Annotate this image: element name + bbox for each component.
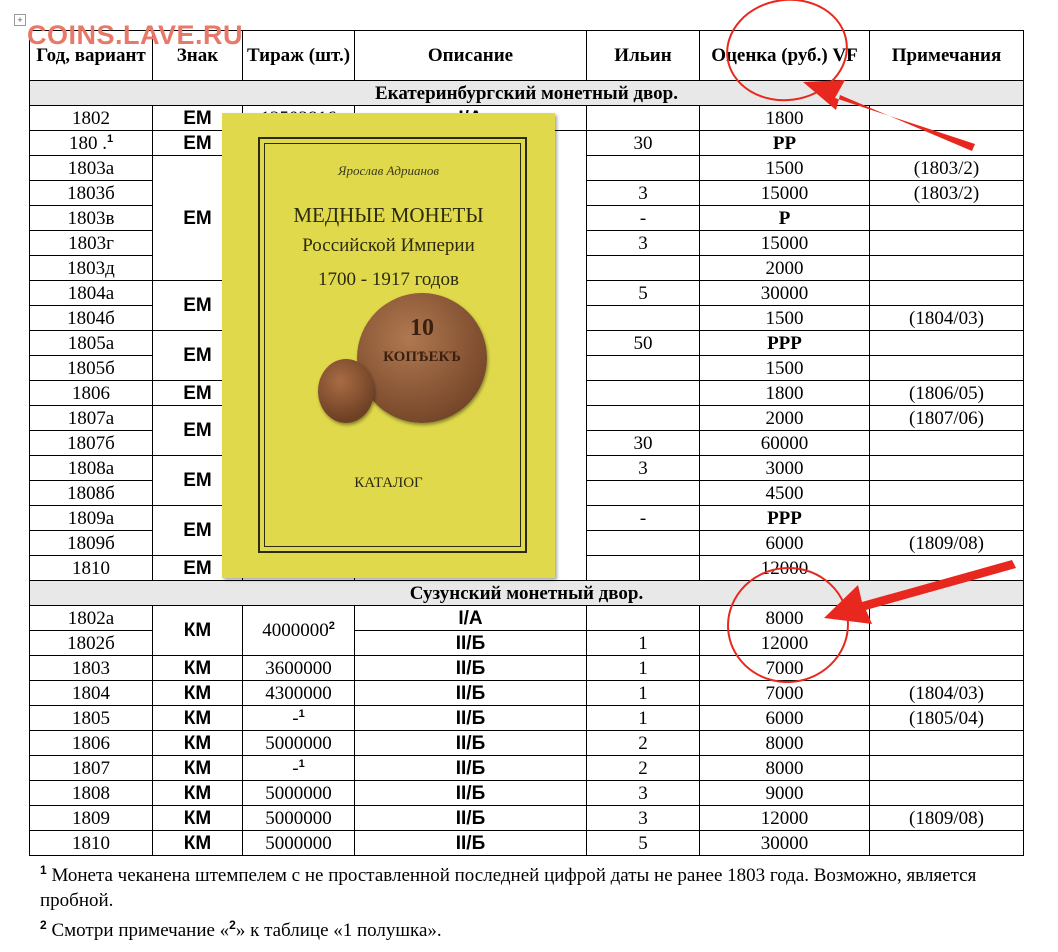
mark-cell: КМ xyxy=(153,781,243,806)
note-cell xyxy=(870,631,1024,656)
mark-cell: КМ xyxy=(153,681,243,706)
mark-cell: ЕМ xyxy=(153,106,243,131)
book-author: Ярослав Адрианов xyxy=(337,163,440,178)
ilyin-cell: 3 xyxy=(587,181,700,206)
price-cell: 1800 xyxy=(700,106,870,131)
book-cover-image xyxy=(222,113,555,578)
year-cell: 1810 xyxy=(30,831,153,856)
mark-cell: КМ xyxy=(153,806,243,831)
mintage-cell: 5000000 xyxy=(243,781,355,806)
header-mark: Знак xyxy=(153,31,243,81)
ilyin-cell xyxy=(587,381,700,406)
table-row xyxy=(30,656,1024,681)
ilyin-cell: 1 xyxy=(587,681,700,706)
footnote-1-mark: 1 xyxy=(40,863,47,877)
price-cell: 8000 xyxy=(700,606,870,631)
ilyin-cell: 3 xyxy=(587,231,700,256)
book-title: МЕДНЫЕ МОНЕТЫ xyxy=(293,203,484,227)
mintage-cell xyxy=(243,606,355,656)
mark-cell: ЕМ xyxy=(153,281,243,331)
table-row xyxy=(30,731,1024,756)
year-cell: 1803в xyxy=(30,206,153,231)
note-cell xyxy=(870,281,1024,306)
year-cell: 1806 xyxy=(30,731,153,756)
year-cell: 1803а xyxy=(30,156,153,181)
ilyin-cell xyxy=(587,606,700,631)
cell-text: - xyxy=(292,707,299,729)
note-cell: (1807/06) xyxy=(870,406,1024,431)
price-cell: РРР xyxy=(700,506,870,531)
note-cell xyxy=(870,781,1024,806)
mintage-cell: 3600000 xyxy=(243,656,355,681)
price-cell: РР xyxy=(700,131,870,156)
mintage-cell xyxy=(243,706,355,731)
cell-text: 4000000 xyxy=(262,620,329,641)
mark-cell: КМ xyxy=(153,706,243,731)
year-cell: 1809а xyxy=(30,506,153,531)
table-row xyxy=(30,606,1024,631)
watermark: COINS.LAVE.RU xyxy=(27,20,244,50)
price-cell: 1800 xyxy=(700,381,870,406)
year-cell: 1804б xyxy=(30,306,153,331)
year-cell: 1808 xyxy=(30,781,153,806)
note-cell xyxy=(870,356,1024,381)
note-cell xyxy=(870,431,1024,456)
price-cell: 2000 xyxy=(700,406,870,431)
price-cell: 30000 xyxy=(700,281,870,306)
mintage-cell xyxy=(243,756,355,781)
price-cell: 12000 xyxy=(700,806,870,831)
price-cell: 12000 xyxy=(700,631,870,656)
footnote-ref: 1 xyxy=(298,757,305,770)
note-cell xyxy=(870,131,1024,156)
year-cell xyxy=(30,131,153,156)
price-cell: 1500 xyxy=(700,156,870,181)
note-cell: (1806/05) xyxy=(870,381,1024,406)
footnote-ref: 1 xyxy=(298,707,305,720)
mark-cell: КМ xyxy=(153,831,243,856)
price-cell: 6000 xyxy=(700,531,870,556)
book-catalog-label: КАТАЛОГ xyxy=(354,475,423,491)
mark-cell: ЕМ xyxy=(153,556,243,581)
note-cell xyxy=(870,506,1024,531)
section-ekaterinburg xyxy=(30,81,1024,106)
price-cell: 8000 xyxy=(700,756,870,781)
cell-text: - xyxy=(292,757,299,779)
table-row xyxy=(30,781,1024,806)
note-cell xyxy=(870,481,1024,506)
footnotes xyxy=(40,858,1025,943)
price-cell: Р xyxy=(700,206,870,231)
description-cell: II/Б xyxy=(355,756,587,781)
ilyin-cell: 2 xyxy=(587,756,700,781)
note-cell xyxy=(870,656,1024,681)
header-ilyin: Ильин xyxy=(587,31,700,81)
year-cell: 1803г xyxy=(30,231,153,256)
footnote-ref: 1 xyxy=(106,132,114,145)
footnote-2-text-a: Смотри примечание « xyxy=(51,920,230,941)
note-cell xyxy=(870,556,1024,581)
header-description: Описание xyxy=(355,31,587,81)
coin-value: 10 xyxy=(410,315,434,341)
mark-cell: ЕМ xyxy=(153,406,243,456)
price-cell: 7000 xyxy=(700,656,870,681)
year-cell: 1803д xyxy=(30,256,153,281)
note-cell xyxy=(870,456,1024,481)
ilyin-cell xyxy=(587,481,700,506)
ilyin-cell: - xyxy=(587,206,700,231)
note-cell xyxy=(870,756,1024,781)
price-cell: 15000 xyxy=(700,231,870,256)
year-cell: 1810 xyxy=(30,556,153,581)
mark-cell: ЕМ xyxy=(153,381,243,406)
year-cell: 1807б xyxy=(30,431,153,456)
mark-cell: ЕМ xyxy=(153,131,243,156)
price-cell: 4500 xyxy=(700,481,870,506)
table-row xyxy=(30,756,1024,781)
note-cell xyxy=(870,606,1024,631)
description-cell: II/Б xyxy=(355,731,587,756)
footnote-2 xyxy=(40,913,1025,943)
section-title: Сузунский монетный двор. xyxy=(30,581,1024,606)
note-cell: (1809/08) xyxy=(870,806,1024,831)
ilyin-cell xyxy=(587,531,700,556)
year-cell: 1805 xyxy=(30,706,153,731)
ilyin-cell: 30 xyxy=(587,131,700,156)
mintage-cell: 5000000 xyxy=(243,731,355,756)
price-cell: 3000 xyxy=(700,456,870,481)
note-cell: (1804/03) xyxy=(870,306,1024,331)
header-notes: Примечания xyxy=(870,31,1024,81)
note-cell xyxy=(870,256,1024,281)
mintage-cell: 5000000 xyxy=(243,806,355,831)
ilyin-cell xyxy=(587,306,700,331)
mark-cell: ЕМ xyxy=(153,456,243,506)
ilyin-cell: 50 xyxy=(587,331,700,356)
year-cell: 1804 xyxy=(30,681,153,706)
price-cell: 2000 xyxy=(700,256,870,281)
ilyin-cell xyxy=(587,556,700,581)
price-cell: РРР xyxy=(700,331,870,356)
ilyin-cell xyxy=(587,356,700,381)
table-row xyxy=(30,831,1024,856)
note-cell xyxy=(870,331,1024,356)
book-years: 1700 - 1917 годов xyxy=(318,269,459,290)
mark-cell: ЕМ xyxy=(153,506,243,556)
year-cell: 1808б xyxy=(30,481,153,506)
header-year: Год, вариант xyxy=(30,31,153,81)
year-cell: 1805б xyxy=(30,356,153,381)
note-cell xyxy=(870,231,1024,256)
footnote-1 xyxy=(40,858,1025,913)
note-cell: (1809/08) xyxy=(870,531,1024,556)
mark-cell: ЕМ xyxy=(153,156,243,281)
year-cell: 1807а xyxy=(30,406,153,431)
table-row xyxy=(30,706,1024,731)
description-cell: II/Б xyxy=(355,631,587,656)
mark-cell: ЕМ xyxy=(153,331,243,381)
description-cell: I/A xyxy=(355,606,587,631)
footnote-1-text: Монета чеканена штемпелем с не проставленной последней цифрой даты не ранее 1803 года. Возможно, является пробной. xyxy=(40,865,977,911)
coin-eagle-image xyxy=(318,359,374,423)
table-move-handle-icon[interactable]: + xyxy=(14,14,26,26)
price-cell: 7000 xyxy=(700,681,870,706)
book-subtitle: Российской Империи xyxy=(302,235,475,256)
table-row xyxy=(30,806,1024,831)
note-cell xyxy=(870,206,1024,231)
ilyin-cell xyxy=(587,106,700,131)
note-cell: (1803/2) xyxy=(870,181,1024,206)
ilyin-cell: 3 xyxy=(587,456,700,481)
ilyin-cell: 1 xyxy=(587,631,700,656)
section-suzun xyxy=(30,581,1024,606)
description-cell: II/Б xyxy=(355,781,587,806)
price-cell: 60000 xyxy=(700,431,870,456)
footnote-2-sup: 2 xyxy=(229,918,236,932)
price-cell: 30000 xyxy=(700,831,870,856)
footnote-ref: 2 xyxy=(328,620,335,632)
description-cell: II/Б xyxy=(355,681,587,706)
ilyin-cell: 30 xyxy=(587,431,700,456)
mark-cell: КМ xyxy=(153,731,243,756)
mark-cell: КМ xyxy=(153,656,243,681)
footnote-2-mark: 2 xyxy=(40,918,47,932)
table-row xyxy=(30,681,1024,706)
cell-text: 180 . xyxy=(68,132,107,154)
section-title: Екатеринбургский монетный двор. xyxy=(30,81,1024,106)
year-cell: 1802 xyxy=(30,106,153,131)
note-cell xyxy=(870,731,1024,756)
year-cell: 1807 xyxy=(30,756,153,781)
mintage-cell: 5000000 xyxy=(243,831,355,856)
note-cell xyxy=(870,106,1024,131)
ilyin-cell: - xyxy=(587,506,700,531)
price-cell: 9000 xyxy=(700,781,870,806)
note-cell: (1804/03) xyxy=(870,681,1024,706)
ilyin-cell: 3 xyxy=(587,781,700,806)
year-cell: 1802б xyxy=(30,631,153,656)
year-cell: 1805а xyxy=(30,331,153,356)
ilyin-cell xyxy=(587,406,700,431)
description-cell: II/Б xyxy=(355,806,587,831)
note-cell xyxy=(870,831,1024,856)
ilyin-cell xyxy=(587,156,700,181)
ilyin-cell: 5 xyxy=(587,281,700,306)
mark-cell: КМ xyxy=(153,606,243,656)
header-rating: Оценка (руб.) VF xyxy=(700,31,870,81)
price-cell: 6000 xyxy=(700,706,870,731)
header-mintage: Тираж (шт.) xyxy=(243,31,355,81)
description-cell: II/Б xyxy=(355,706,587,731)
price-cell: 15000 xyxy=(700,181,870,206)
year-cell: 1803б xyxy=(30,181,153,206)
year-cell: 1809б xyxy=(30,531,153,556)
ilyin-cell: 1 xyxy=(587,706,700,731)
year-cell: 1804а xyxy=(30,281,153,306)
price-cell: 1500 xyxy=(700,356,870,381)
price-cell: 12000 xyxy=(700,556,870,581)
ilyin-cell xyxy=(587,256,700,281)
mark-cell: КМ xyxy=(153,756,243,781)
mintage-cell: 4300000 xyxy=(243,681,355,706)
year-cell: 1803 xyxy=(30,656,153,681)
year-cell: 1802а xyxy=(30,606,153,631)
ilyin-cell: 3 xyxy=(587,806,700,831)
ilyin-cell: 1 xyxy=(587,656,700,681)
ilyin-cell: 2 xyxy=(587,731,700,756)
year-cell: 1809 xyxy=(30,806,153,831)
description-cell: II/Б xyxy=(355,656,587,681)
note-cell: (1803/2) xyxy=(870,156,1024,181)
year-cell: 1808а xyxy=(30,456,153,481)
note-cell: (1805/04) xyxy=(870,706,1024,731)
price-cell: 1500 xyxy=(700,306,870,331)
coin-word: КОПѢЕКЪ xyxy=(383,349,461,365)
description-cell: II/Б xyxy=(355,831,587,856)
ilyin-cell: 5 xyxy=(587,831,700,856)
year-cell: 1806 xyxy=(30,381,153,406)
footnote-2-text-b: » к таблице «1 полушка». xyxy=(235,920,442,941)
coin-10-kopeks-image xyxy=(357,293,487,423)
price-cell: 8000 xyxy=(700,731,870,756)
